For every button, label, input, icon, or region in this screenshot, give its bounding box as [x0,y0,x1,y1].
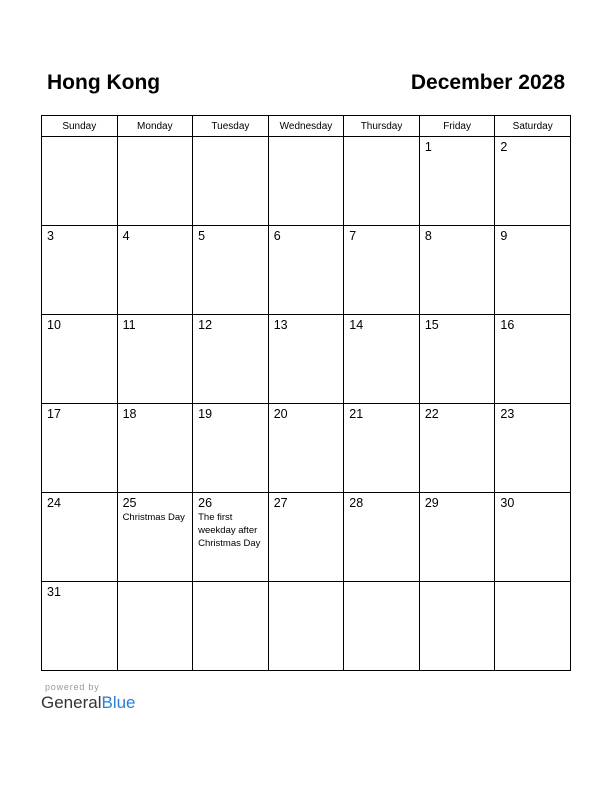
day-cell [344,137,420,226]
day-cell [117,404,193,493]
day-number: 25 [122,496,137,510]
day-number: 5 [198,229,206,243]
day-cell [268,315,344,404]
day-cell [344,226,420,315]
day-cell [268,226,344,315]
weekday-header: Monday [117,116,193,137]
day-cell [419,315,495,404]
week-row [42,226,571,315]
day-number [42,137,117,140]
day-number: 11 [122,318,136,332]
day-number [269,582,344,585]
day-cell [42,582,118,671]
day-cell [268,493,344,582]
day-cell [268,582,344,671]
week-row [42,315,571,404]
day-number: 8 [424,229,432,243]
day-cell [419,137,495,226]
day-number: 14 [349,318,364,332]
day-cell [495,226,571,315]
day-number: 2 [500,140,508,154]
week-row [42,404,571,493]
day-number [193,582,268,585]
day-cell [42,493,118,582]
day-number: 20 [273,407,288,421]
day-cell [193,315,269,404]
day-cell [268,404,344,493]
day-cell [344,404,420,493]
weekday-header: Saturday [495,116,571,137]
day-cell [495,137,571,226]
day-cell [42,315,118,404]
day-cell [344,582,420,671]
day-number: 27 [273,496,288,510]
day-number: 12 [198,318,213,332]
day-number: 17 [47,407,61,421]
day-number: 15 [424,318,439,332]
day-number: 1 [424,140,432,154]
day-number: 16 [500,318,515,332]
day-cell [419,404,495,493]
holiday-label: The first weekday after Christmas Day [198,512,261,549]
day-number: 29 [424,496,439,510]
day-number: 13 [273,318,288,332]
day-cell [42,226,118,315]
day-cell [193,582,269,671]
powered-by-text: powered by [45,682,100,692]
month-year-title: December 2028 [410,71,565,94]
country-title: Hong Kong [47,71,161,94]
day-number: 10 [47,318,61,332]
day-number: 30 [500,496,515,510]
day-number: 23 [500,407,515,421]
day-number: 28 [349,496,364,510]
day-cell [117,582,193,671]
day-cell [117,493,193,582]
day-cell [344,315,420,404]
day-cell [419,582,495,671]
generalblue-logo [41,693,136,713]
holiday-label: Christmas Day [122,512,185,523]
week-row [42,493,571,582]
day-number: 4 [122,229,130,243]
day-number [118,582,193,585]
weekday-header: Thursday [344,116,420,137]
day-cell [117,315,193,404]
day-cell [117,226,193,315]
day-number [344,582,419,585]
day-number [495,582,570,585]
day-number [118,137,193,140]
day-cell [495,404,571,493]
weekday-header: Wednesday [268,116,344,137]
brand-general-text: General [41,693,102,712]
calendar-grid [41,115,571,671]
day-number: 22 [424,407,439,421]
day-cell [193,137,269,226]
day-number [344,137,419,140]
day-number: 19 [198,407,213,421]
day-number: 9 [500,229,508,243]
day-number [193,137,268,140]
day-cell [117,137,193,226]
day-cell [193,493,269,582]
day-number [269,137,344,140]
day-cell [495,582,571,671]
day-cell [42,404,118,493]
brand-blue-text: Blue [101,693,136,712]
day-cell [344,493,420,582]
day-cell [495,315,571,404]
day-number: 18 [122,407,137,421]
weekday-header-row [42,116,571,137]
day-cell [42,137,118,226]
week-row [42,137,571,226]
weekday-header: Friday [419,116,495,137]
day-number: 6 [273,229,281,243]
day-cell [419,226,495,315]
day-cell [268,137,344,226]
day-cell [495,493,571,582]
day-number: 21 [349,407,364,421]
day-number: 31 [47,585,61,599]
day-cell [419,493,495,582]
day-number: 3 [47,229,54,243]
day-number [420,582,495,585]
day-cell [193,404,269,493]
day-cell [193,226,269,315]
day-number: 7 [349,229,357,243]
week-row [42,582,571,671]
day-number: 26 [198,496,213,510]
weekday-header: Tuesday [193,116,269,137]
weekday-header: Sunday [42,116,118,137]
day-number: 24 [47,496,61,510]
